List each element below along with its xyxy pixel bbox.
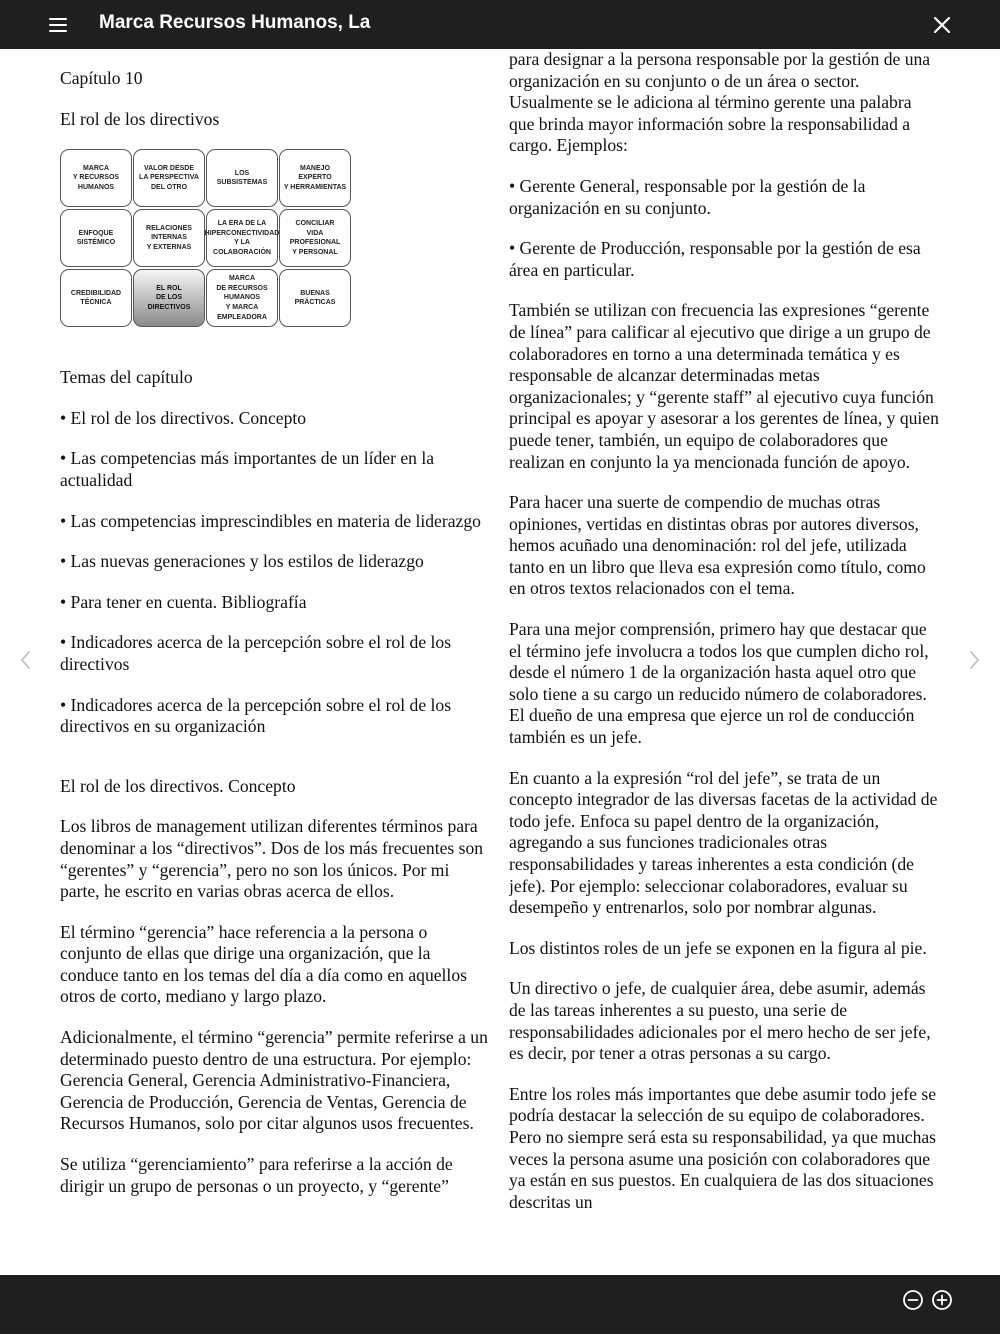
paragraph: • Gerente de Producción, responsable por la gestión de esa área en particular.	[509, 238, 921, 280]
figure-cell: CREDIBILIDAD TÉCNICA	[60, 269, 132, 327]
paragraph: En cuanto a la expresión “rol del jefe”, se trata de un concepto integrador de las diversas facetas de la actividad de todo jefe. Enfoca su papel dentro de la organización, agregando a sus funciones tradicionales otras responsabilidades y tareas inherentes a esta condición (de jefe). Por ejemplo: seleccionar colaboradores, evaluar su desempeño y entrenarlos, solo por nombrar algunas.	[509, 767, 938, 918]
chapter-map-figure	[60, 149, 352, 327]
paragraph: • Las nuevas generaciones y los estilos de liderazgo	[60, 551, 424, 572]
paragraph: • Las competencias más importantes de un líder en la actualidad	[60, 448, 435, 490]
paragraph: Los libros de management utilizan diferentes términos para denominar a los “directivos”. Dos de los más frecuentes son “gerentes” y “gerencia”, pero no son los únicos. Por mi parte, he escrito en varias obras acerca de ellos.	[60, 816, 484, 902]
figure-cell: LA ERA DE LA HIPERCONECTIVIDAD Y LA COLABORACIÓN	[206, 209, 278, 267]
zoom-out-icon[interactable]	[902, 1289, 924, 1311]
paragraph: Temas del capítulo	[60, 367, 193, 388]
paragraph: También se utilizan con frecuencia las expresiones “gerente de línea” para calificar al ejecutivo que dirige a un grupo de colaboradores en torno a una determinada temática y es responsable de alcanzar determinadas metas organizacionales; y “gerente staff” al ejecutivo cuya función principal es apoyar y asesorar a los gerentes de línea, y quien puede tener, también, un equipo de colaboradores que realizan en conjunto la ya mencionada función de apoyo.	[509, 300, 939, 472]
bottom-bar	[0, 1275, 1000, 1334]
paragraph: • Gerente General, responsable por la gestión de la organización en su conjunto.	[509, 175, 866, 218]
book-title: Marca Recursos Humanos, La	[99, 12, 371, 33]
top-bar	[0, 0, 1000, 49]
next-page-icon[interactable]	[965, 648, 983, 672]
paragraph: Adicionalmente, el término “gerencia” permite referirse a un determinado puesto dentro de una estructura. Por ejemplo: Gerencia General, Gerencia Administrativo-Financiera, Gerencia de Producción, Gerencia de Ventas, Gerencia de Recursos Humanos, solo por citar algunos usos frecuentes.	[60, 1027, 488, 1134]
figure-cell-active: EL ROL DE LOS DIRECTIVOS	[133, 269, 205, 327]
paragraph: Los distintos roles de un jefe se exponen en la figura al pie.	[509, 937, 927, 958]
paragraph: Para una mejor comprensión, primero hay que destacar que el término jefe involucra a todos los que cumplen dicho rol, desde el número 1 de la organización hasta aquel otro que solo tiene a su cargo un reducido número de colaboradores. El dueño de una empresa que ejerce un rol de conducción también es un jefe.	[509, 619, 929, 748]
paragraph: El rol de los directivos. Concepto	[60, 775, 296, 796]
paragraph: • Las competencias imprescindibles en materia de liderazgo	[60, 510, 481, 531]
figure-cell: RELACIONES INTERNAS Y EXTERNAS	[133, 209, 205, 267]
figure-cell: MARCA Y RECURSOS HUMANOS	[60, 149, 132, 207]
left-column	[60, 49, 490, 1275]
paragraph: Se utiliza “gerenciamiento” para referirse a la acción de dirigir un grupo de personas o un proyecto, y “gerente”	[60, 1154, 453, 1196]
figure-cell: BUENAS PRÁCTICAS	[279, 269, 351, 327]
figure-cell: ENFOQUE SISTÉMICO	[60, 209, 132, 267]
paragraph: El término “gerencia” hace referencia a la persona o conjunto de ellas que dirige una organización, que la conduce tanto en los temas del día a día como en aquellos otros de corto, mediano y largo plazo.	[60, 921, 467, 1007]
paragraph: Para hacer una suerte de compendio de muchas otras opiniones, vertidas en distintas obras por autores diversos, hemos acuñado una denominación: rol del jefe, utilizada tanto en un libro que lleva esa expresión como título, como en otros textos relacionados con el tema.	[509, 492, 926, 599]
paragraph: • Indicadores acerca de la percepción sobre el rol de los directivos	[60, 632, 452, 674]
right-column	[509, 49, 941, 1275]
paragraph: para designar a la persona responsable por la gestión de una organización en su conjunto o de un área o sector. Usualmente se le adiciona al término gerente una palabra que brinda mayor información sobre la responsabilidad a cargo. Ejemplos:	[509, 49, 931, 156]
paragraph: Entre los roles más importantes que debe asumir todo jefe se podría destacar la selección de su equipo de colaboradores. Pero no siempre será esta su responsabilidad, ya que muchas veces la persona asume una posición con colaboradores que ya están en sus puestos. En cualquiera de las dos situaciones descritas un	[509, 1083, 937, 1212]
menu-icon[interactable]	[40, 9, 76, 41]
figure-cell: MARCA DE RECURSOS HUMANOS Y MARCA EMPLEADORA	[206, 269, 278, 327]
figure-cell: LOS SUBSISTEMAS	[206, 149, 278, 207]
paragraph: • El rol de los directivos. Concepto	[60, 407, 307, 428]
paragraph: Capítulo 10	[60, 68, 143, 88]
paragraph: • Para tener en cuenta. Bibliografía	[60, 591, 307, 612]
close-icon[interactable]	[925, 8, 959, 42]
paragraph: Un directivo o jefe, de cualquier área, debe asumir, además de las tareas inherentes a su puesto, una serie de responsabilidades adicionales por el mero hecho de ser jefe, es decir, por tener a otras personas a su cargo.	[509, 978, 931, 1064]
figure-cell: VALOR DESDE LA PERSPECTIVA DEL OTRO	[133, 149, 205, 207]
figure-cell: CONCILIAR VIDA PROFESIONAL Y PERSONAL	[279, 209, 351, 267]
figure-cell: MANEJO EXPERTO Y HERRAMIENTAS	[279, 149, 351, 207]
zoom-in-icon[interactable]	[931, 1289, 953, 1311]
paragraph: El rol de los directivos	[60, 108, 220, 129]
previous-page-icon[interactable]	[17, 648, 35, 672]
paragraph: • Indicadores acerca de la percepción sobre el rol de los directivos en su organización	[60, 694, 452, 737]
